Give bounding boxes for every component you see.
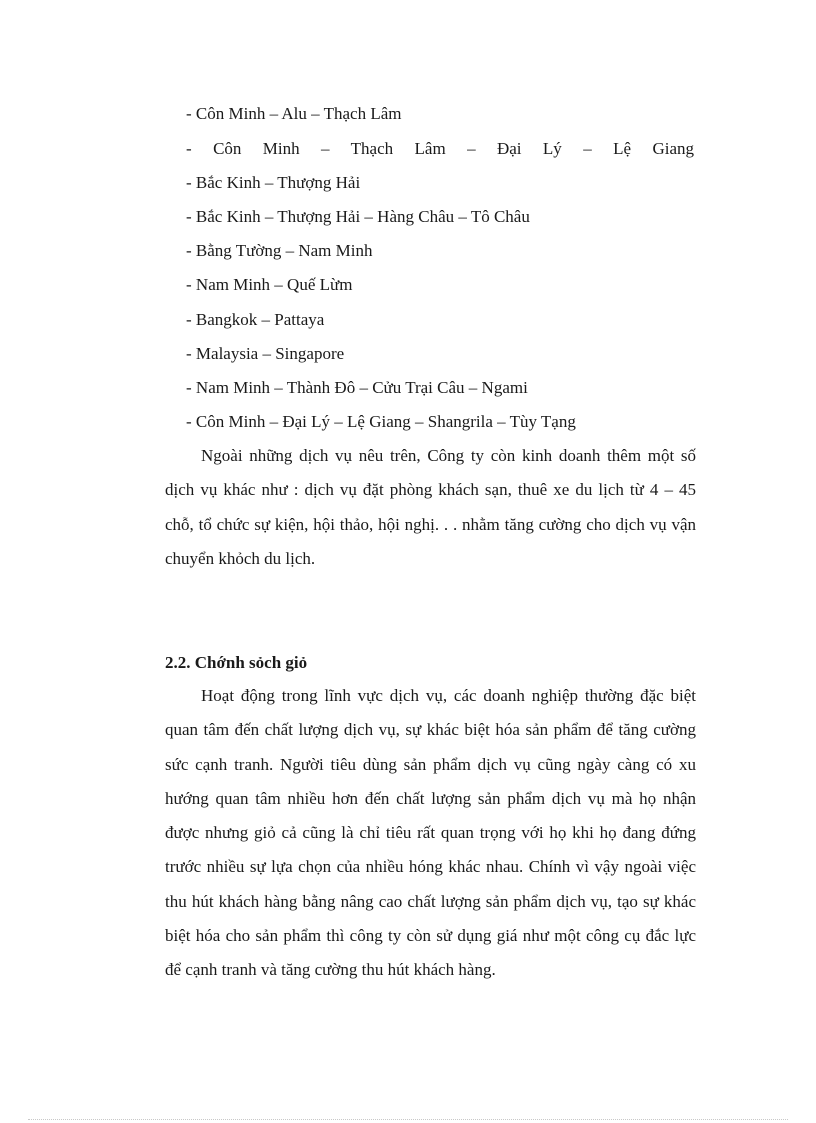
pricing-paragraph [165, 679, 696, 988]
paragraph-line: Ngoài những dịch vụ nêu trên, Công ty còn kinh doanh thêm một số [201, 446, 696, 465]
paragraph-line: được nhưng giỏ cả cũng là chỉ tiêu rất quan trọng với họ khi họ đang đứng [165, 823, 696, 843]
paragraph-line: sức cạnh tranh. Người tiêu dùng sản phẩm dịch vụ cũng ngày càng có xu [165, 754, 696, 774]
paragraph-line: quan tâm đến chất lượng dịch vụ, sự khác biệt hóa sản phẩm để tăng cường [165, 720, 696, 740]
route-item: - Malaysia – Singapore [186, 344, 345, 363]
route-item: - Côn Minh – Đại Lý – Lệ Giang – Shangrila – Tùy Tạng [186, 412, 576, 431]
paragraph-line: để cạnh tranh và tăng cường thu hút khách hàng. [165, 960, 496, 980]
route-item: - Bắc Kinh – Thượng Hải [186, 173, 361, 192]
paragraph-line: chỗ, tổ chức sự kiện, hội thảo, hội nghị. . . nhằm tăng cường cho dịch vụ vận [165, 514, 696, 534]
route-item: - Nam Minh – Quế Lừm [186, 275, 353, 294]
paragraph-line: dịch vụ khác như : dịch vụ đặt phòng khách sạn, thuê xe du lịch từ 4 – 45 [165, 480, 696, 500]
paragraph-line: Hoạt động trong lĩnh vực dịch vụ, các doanh nghiệp thường đặc biệt [201, 686, 696, 705]
paragraph-line: biệt hóa cho sản phẩm thì công ty còn sử dụng giá như một công cụ đắc lực [165, 926, 696, 946]
page-bottom-divider [28, 1119, 788, 1120]
paragraph-line: chuyển khỏch du lịch. [165, 548, 316, 568]
route-item: - Bangkok – Pattaya [186, 310, 325, 329]
route-item: - Bằng Tường – Nam Minh [186, 241, 373, 260]
route-item: - Côn Minh – Alu – Thạch Lâm [186, 104, 402, 123]
paragraph-line: hướng quan tâm nhiều hơn đến chất lượng sản phẩm dịch vụ mà họ nhận [165, 788, 696, 808]
route-item: - Côn Minh – Thạch Lâm – Đại Lý – Lệ Giang [186, 139, 694, 158]
paragraph-line: thu hút khách hàng bằng nâng cao chất lượng sản phẩm dịch vụ, tạo sự khác [165, 891, 696, 911]
services-paragraph [165, 439, 696, 576]
route-item: - Nam Minh – Thành Đô – Cửu Trại Câu – Ngami [186, 378, 528, 397]
route-item: - Bắc Kinh – Thượng Hải – Hàng Châu – Tô Châu [186, 207, 530, 226]
paragraph-line: trước nhiều sự lựa chọn của nhiều hóng khác nhau. Chính vì vậy ngoài việc [165, 857, 696, 877]
section-heading: 2.2. Chớnh sỏch giỏ [165, 653, 308, 672]
